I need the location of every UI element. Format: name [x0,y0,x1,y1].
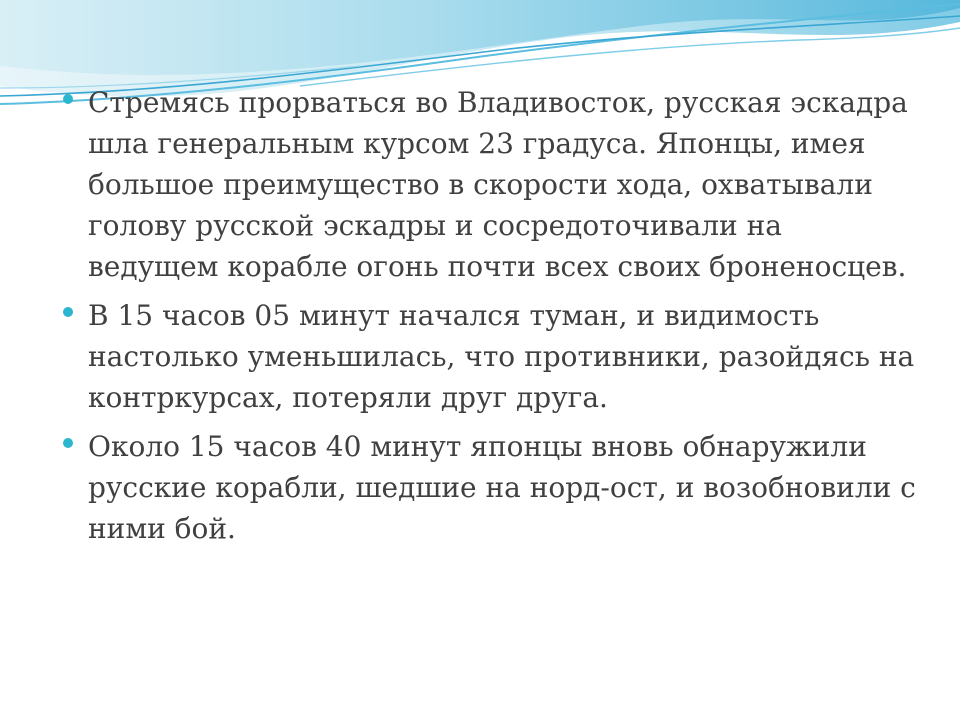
bullet-item [60,82,920,287]
bullet-dot-icon [63,438,73,448]
slide-content [60,82,920,557]
bullet-text: В 15 часов 05 минут начался туман, и видимость настолько уменьшилась, что противники, разойдясь на контркурсах, потеряли друг друга. [88,299,915,414]
bullet-dot-icon [63,307,73,317]
bullet-list [60,82,920,549]
bullet-text: Около 15 часов 40 минут японцы вновь обнаружили русские корабли, шедшие на норд-ост, и возобновили с ними бой. [88,430,916,545]
bullet-dot-icon [63,94,73,104]
bullet-item [60,426,920,549]
bullet-item [60,295,920,418]
bullet-text: Стремясь прорваться во Владивосток, русская эскадра шла генеральным курсом 23 градуса. Японцы, имея большое преимущество в скорости хода, охватывали голову русской эскадры и сосредоточивали на ведущем корабле огонь почти всех своих броненосцев. [88,86,908,283]
wave-front [0,0,960,75]
